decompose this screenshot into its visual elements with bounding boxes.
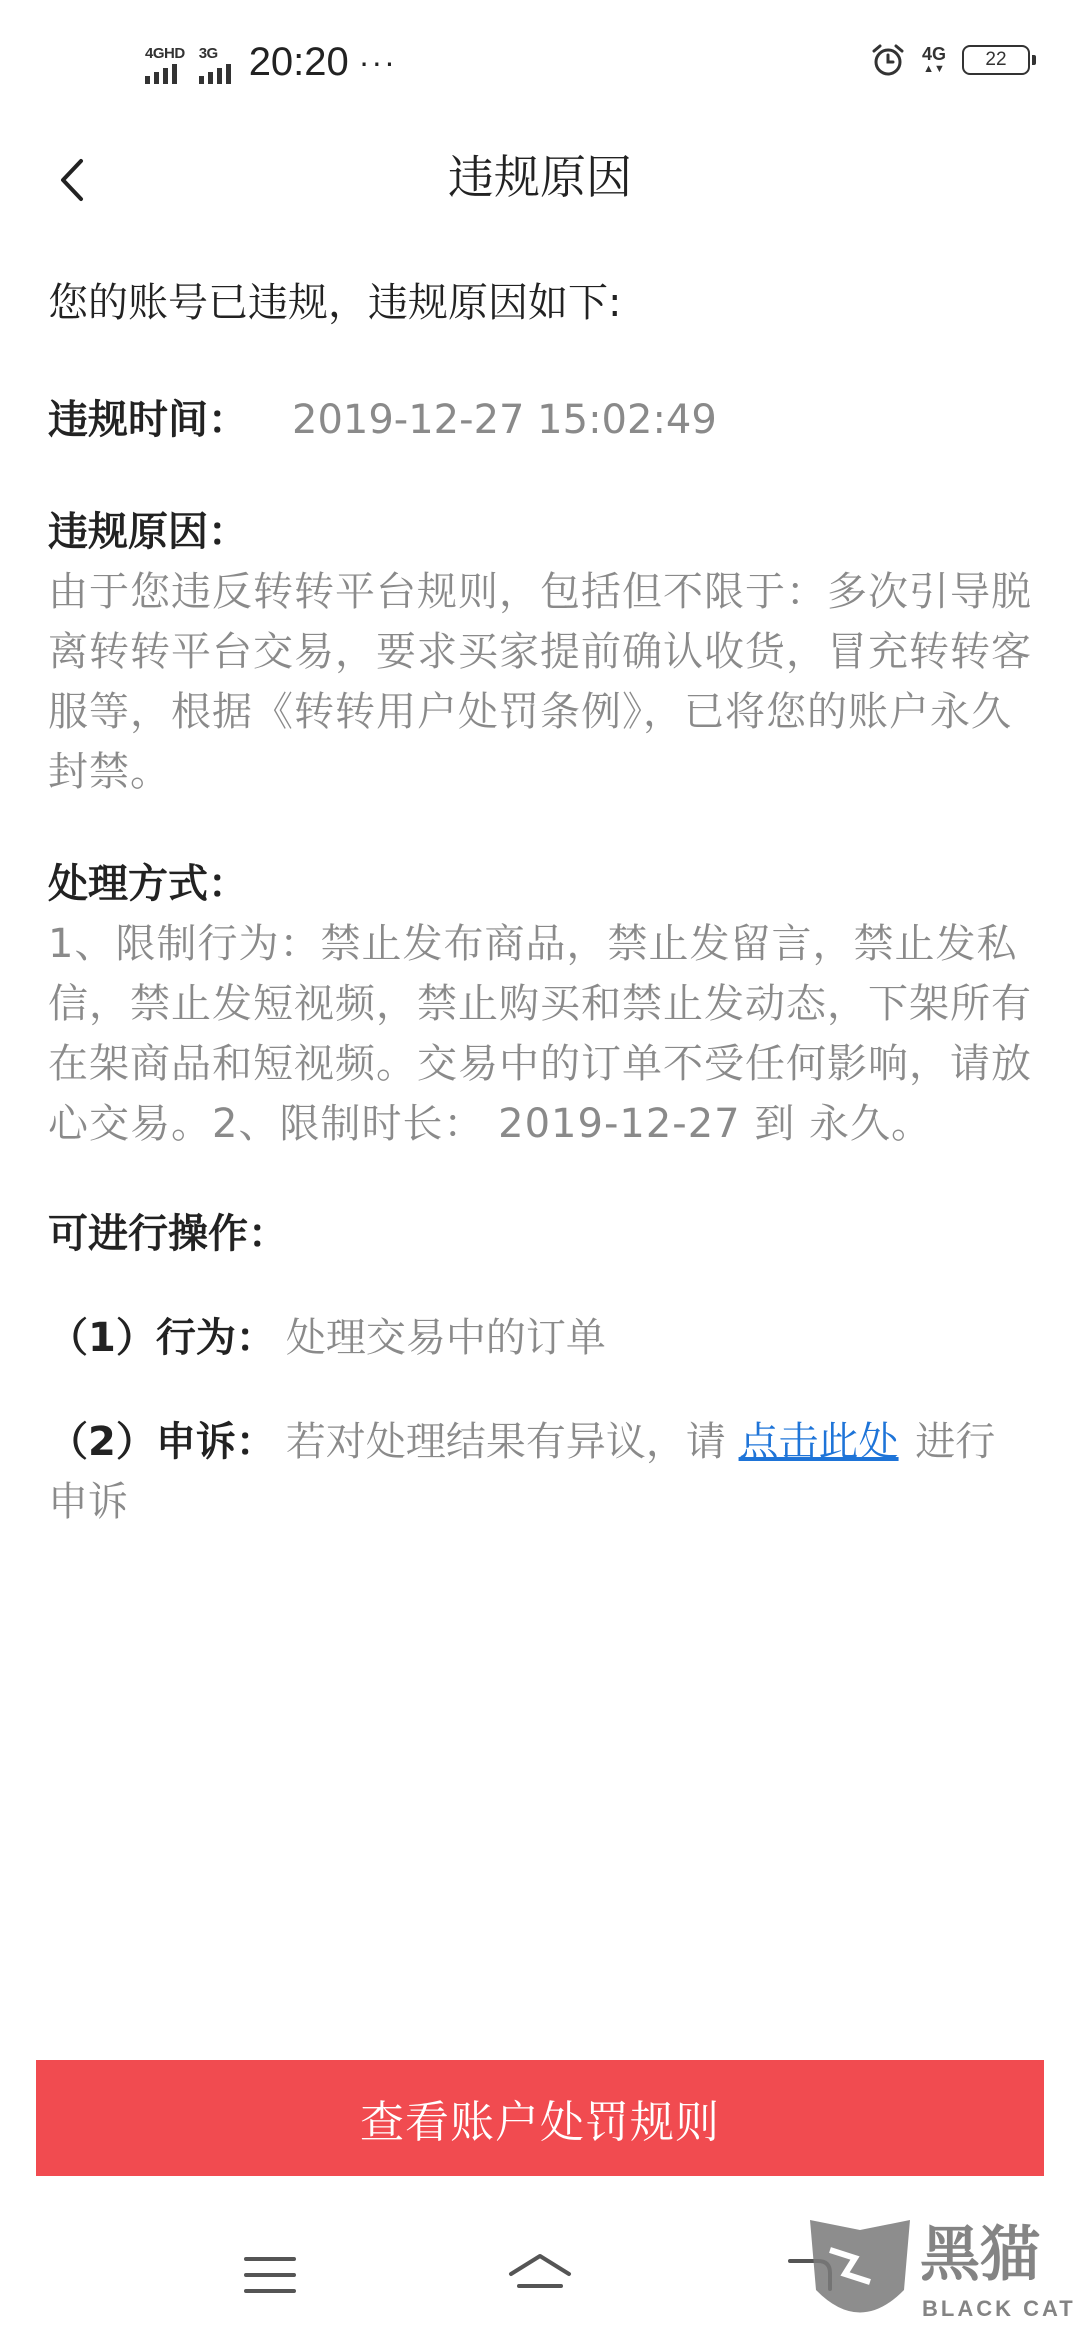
action1-key: （1）行为： bbox=[48, 1315, 276, 1361]
intro-text: 您的账号已违规，违规原因如下: bbox=[48, 280, 622, 326]
handling-section bbox=[48, 854, 1032, 1154]
violation-time-value: 2019-12-27 15:02:49 bbox=[292, 397, 717, 443]
status-right bbox=[870, 38, 1030, 82]
actions-label: 可进行操作： bbox=[48, 1211, 288, 1257]
action2-prefix: 若对处理结果有异议，请 bbox=[285, 1419, 726, 1465]
signal-4ghd bbox=[145, 46, 185, 84]
actions-section bbox=[48, 1204, 1032, 1532]
battery-icon bbox=[962, 45, 1030, 75]
status-left bbox=[145, 34, 397, 84]
watermark-text: 黑猫 bbox=[920, 2220, 1040, 2290]
view-penalty-rules-button[interactable]: 查看账户处罚规则 bbox=[36, 2060, 1044, 2176]
watermark-logo bbox=[800, 2210, 1080, 2340]
signal-4ghd-label: 4GHD bbox=[145, 45, 185, 62]
alarm-clock-icon bbox=[870, 42, 906, 78]
appeal-link[interactable]: 点击此处 bbox=[738, 1419, 899, 1465]
menu-icon bbox=[242, 2253, 298, 2297]
page-title: 违规原因 bbox=[448, 150, 632, 204]
action-item-appeal bbox=[48, 1412, 1032, 1532]
violation-reason-text: 由于您违反转转平台规则，包括但不限于：多次引导脱离转转平台交易，要求买家提前确认收货，冒充转转客服等，根据《转转用户处罚条例》，已将您的账户永久封禁。 bbox=[48, 569, 1032, 795]
more-notifications-icon: ··· bbox=[358, 44, 397, 80]
violation-reason-section bbox=[48, 502, 1032, 802]
signal-3g-label: 3G bbox=[198, 45, 218, 62]
handling-text: 1、限制行为：禁止发布商品，禁止发留言，禁止发私信，禁止发短视频，禁止购买和禁止发动态，下架所有在架商品和短视频。交易中的订单不受任何影响，请放心交易。2、限制时长： 2019-12-27 到 永久。 bbox=[48, 921, 1032, 1147]
signal-bars-icon bbox=[145, 64, 177, 84]
network-type: 4G bbox=[921, 44, 946, 64]
home-button[interactable] bbox=[500, 2240, 580, 2310]
cat-shield-icon bbox=[800, 2210, 920, 2340]
signal-3g bbox=[199, 46, 231, 84]
battery-level: 22 bbox=[985, 49, 1007, 70]
handling-label: 处理方式： bbox=[48, 861, 248, 907]
status-bar bbox=[0, 0, 1080, 120]
violation-time-label: 违规时间： bbox=[48, 397, 248, 443]
action2-key: （2）申诉： bbox=[48, 1419, 276, 1465]
action1-value: 处理交易中的订单 bbox=[285, 1315, 606, 1361]
signal-bars-icon bbox=[199, 64, 231, 84]
violation-reason-label: 违规原因： bbox=[48, 509, 248, 555]
data-arrows-icon: ▲▼ bbox=[923, 63, 945, 75]
home-icon bbox=[505, 2250, 575, 2300]
watermark-subtext: BLACK CAT bbox=[922, 2296, 1076, 2321]
violation-content bbox=[48, 268, 1032, 1532]
violation-time-row bbox=[48, 390, 1032, 450]
action-item-orders bbox=[48, 1308, 1032, 1368]
nav-bar bbox=[0, 120, 1080, 250]
clock: 20:20 bbox=[248, 40, 349, 84]
action2-suffix: 进行申诉 bbox=[48, 1419, 996, 1525]
menu-button[interactable] bbox=[230, 2240, 310, 2310]
network-indicator bbox=[922, 45, 946, 75]
